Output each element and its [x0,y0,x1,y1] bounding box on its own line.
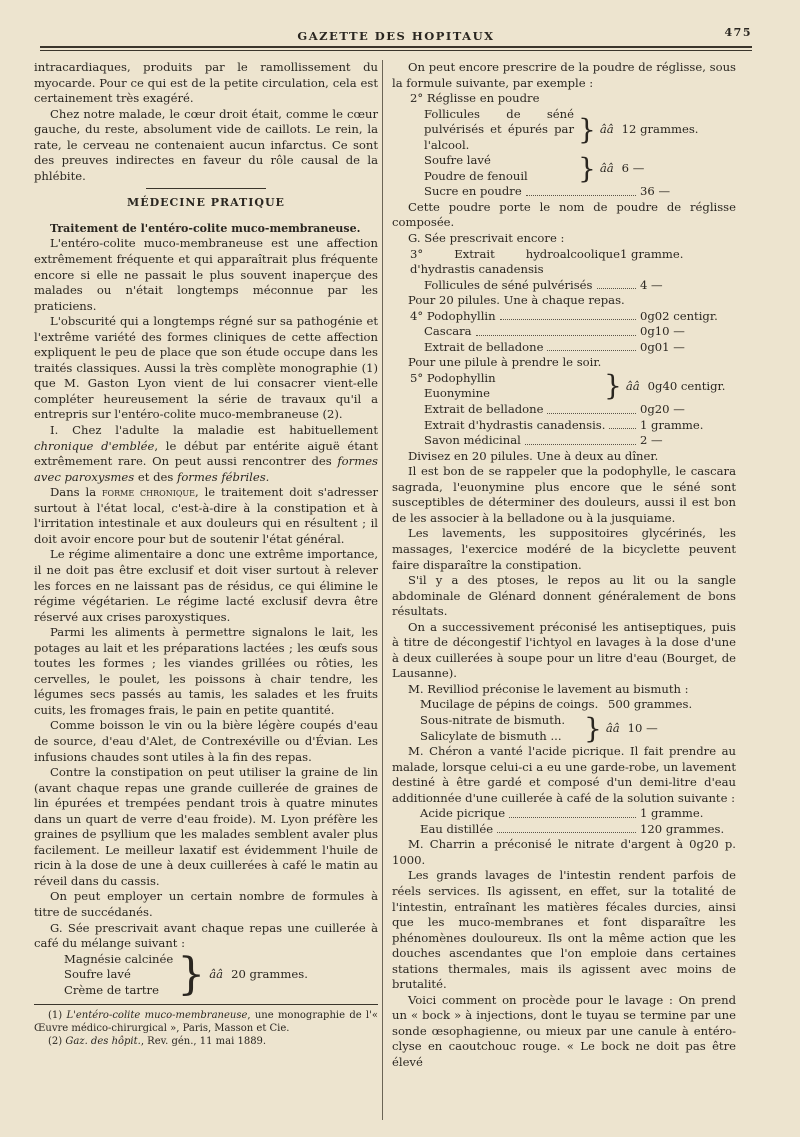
leader-dots [525,433,636,445]
paragraph: intracardiaques, produits par le ramollissement du myocarde. Pour ce qui est de la petite circulation, cela est certainement très exagéré. [34,60,378,106]
section-title: MÉDECINE PRATIQUE [127,196,285,210]
recipe-item: Mucilage de pépins de coings. [420,697,599,712]
recipe-item: Sucre en poudre [424,184,522,199]
recipe-item: Extrait de belladone [424,402,544,417]
recipe-quantity: 120 grammes. [640,821,725,836]
paragraph: Voici comment on procède pour le lavage : On prend un « bock » à injections, dont le tuyau se termine par une sonde œsophagienne, ou mieux par une canule à entéro-clyse en caoutchouc rouge. « Le bock ne doit pas être élevé [392,992,736,1069]
leader-dots [547,402,636,414]
column-divider [382,60,383,1120]
brace: } [584,711,602,745]
header-rule-thin [40,50,752,51]
recipe-item: 2° Réglisse en poudre [410,91,540,106]
ana-mark: ââ [599,122,614,137]
paragraph: Chez notre malade, le cœur droit était, comme le cœur gauche, du reste, absolument vide de caillots. Le rein, la rate, le cerveau ne contenaient aucun infarctus. Ce sont des preuves indirectes en faveur du rôle causal de la phlébite. [34,106,378,183]
recipe-item: Crème de tartre [64,982,159,997]
leader-dots [476,324,636,336]
paragraph: Les lavements, les suppositoires glycérinés, les massages, l'exercice modéré de la bicyclette peuvent faire disparaître la constipation. [392,526,736,572]
paragraph: Comme boisson le vin ou la bière légère coupés d'eau de source, d'eau d'Alet, de Contrexéville ou d'Évian. Les infusions chaudes sont utiles à la fin des repas. [34,718,378,764]
right-column [392,60,736,1071]
recipe-quantity: 500 grammes. [608,697,693,712]
paragraph: Contre la constipation on peut utiliser la graine de lin (avant chaque repas une grande cuillerée de graines de lin épurées et trempées pendant trois à quatre minutes dans un quart de verre d'eau froide). M. Lyon préfère les graines de psyllium que les malades semblent avaler plus facilement. Le meilleur laxatif est évidemment l'huile de ricin à la dose de une à deux cuillerées à café le matin au réveil dans du cassis. [34,765,378,888]
left-column [34,60,378,1048]
text: , le début par entérite aiguë étant extrêmement rare. On peut aussi rencontrer des [34,438,378,469]
recipe-item: Extrait de belladone [424,339,544,354]
leader-dots [547,340,636,352]
paragraph: On peut encore prescrire de la poudre de réglisse, sous la formule suivante, par exemple : [392,60,736,90]
recipe-item: Follicules de séné pulvérisés [424,277,593,292]
recipe-line [424,340,736,356]
ana-mark: ââ [605,720,620,735]
recipe-quantity: 0g01 — [640,339,685,354]
brace: } [578,151,596,185]
leader-dots [597,278,637,290]
paragraph: On peut employer un certain nombre de formules à titre de succédanés. [34,889,378,919]
recipe-quantity: 0g10 — [640,324,685,339]
recipe-group [410,371,736,402]
text: (2) [48,1036,63,1048]
paragraph: Le régime alimentaire a donc une extrême importance, il ne doit pas être exclusif et doit viser surtout à relever les forces en ne laissant pas de résidus, ce qui élimine le régime végétarien. Le régime lacté exclusif devra être réservé aux crises paroxystiques. [34,547,378,624]
recipe-quantity: 36 — [640,184,671,199]
recipe-item: Soufre lavé [64,967,131,982]
recipe-item: Savon médicinal [424,433,521,448]
text: , Rev. gén., 11 mai 1889. [140,1036,267,1048]
recipe-block [420,806,736,837]
ana-mark: ââ [209,967,224,982]
recipe-quantity: 2 — [640,433,663,448]
paragraph: M. Chéron a vanté l'acide picrique. Il fait prendre au malade, lorsque celui-ci a eu une garde-robe, un lavement destiné à être gardé et composé d'un demi-litre d'eau additionnée d'une cuillerée à café de la solution suivante : [392,744,736,805]
recipe-item: Poudre de fenouil [424,168,528,183]
recipe-line [410,309,736,325]
recipe-group [424,153,736,184]
paragraph: Pour 20 pilules. Une à chaque repas. [408,293,625,308]
recipe-item: Soufre lavé [424,153,491,168]
ana-mark: ââ [599,161,614,176]
paragraph: M. Charrin a préconisé le nitrate d'argent à 0g20 p. 1000. [392,837,736,867]
leader-dots [497,822,636,834]
text: et des [137,469,174,484]
paragraph: Parmi les aliments à permettre signalons le lait, les potages au lait et les préparations lactées ; les œufs sous toutes les formes ; les viandes grillées ou rôties, les cervelles, le poulet, les poissons à chair tendre, les légumes secs passés au tamis, les salades et les fruits cuits, les fromages frais, le pain en petite quantité. [34,625,378,717]
paragraph: L'obscurité qui a longtemps régné sur sa pathogénie et l'extrême variété des formes cliniques de cette affection expliquent le peu de place que son étude occupe dans les traités classiques. Aussi la très complète monographie (1) que M. Gaston Lyon vient de lui consacrer vient-elle compléter heureusement la série de travaux qu'il a entrepris sur l'entéro-colite muco-membraneuse (2). [34,314,378,422]
recipe-line [424,278,736,294]
recipe-line [420,806,736,822]
recipe-quantity: 1 gramme. [640,806,704,821]
paragraph: M. Revilliod préconise le lavement au bismuth : [408,681,689,696]
recipe-quantity: 1 gramme. [620,246,684,261]
recipe-line [424,402,736,418]
article-title: Traitement de l'entéro-colite muco-membraneuse. [50,221,361,235]
paragraph [34,485,378,547]
recipe-line [410,247,736,278]
recipe-item: Eau distillée [420,821,494,836]
recipe-line [424,433,736,449]
recipe-item: Magnésie calcinée [64,951,174,966]
recipe-block [420,697,736,744]
leader-dots [509,806,636,818]
text: Dans la [50,485,97,500]
section-separator [146,188,266,189]
paragraph: Il est bon de se rappeler que la podophylle, le cascara sagrada, l'euonymine plus encore que le séné sont susceptibles de déterminer des douleurs, aussi il est bon de les associer à la belladone ou à la jusquiame. [392,464,736,525]
text: (1) [48,1010,63,1022]
text-italic: formes avec paroxysmes [34,454,379,484]
paragraph: Divisez en 20 pilules. Une à deux au dîner. [408,448,659,463]
leader-dots [500,309,636,321]
recipe-item: Cascara [424,324,472,339]
recipe-line [420,697,736,713]
recipe-block [410,309,736,356]
recipe-item: Extrait d'hydrastis canadensis. [424,417,606,432]
text-italic: L'entéro-colite muco-membraneuse [66,1010,248,1022]
recipe-block [64,948,378,1000]
recipe-item: Sous-nitrate de bismuth. [420,712,566,727]
page-number: 475 [724,26,752,39]
recipe-quantity: 12 grammes. [621,122,699,137]
footnote [34,1009,378,1035]
paragraph: L'entéro-colite muco-membraneuse est une affection extrêmement fréquente et qui apparaîtrait plus fréquente encore si elle ne passait le plus souvent inaperçue des malades ou n'était longtemps méconnue par les praticiens. [34,236,378,313]
text: , le traitement doit s'adresser surtout à l'état local, c'est-à-dire à la constipation et à l'irritation intestinale et aux douleurs qui en résultent ; il doit avoir encore pour but de soutenir l'état général. [34,485,379,546]
recipe-quantity: 0g02 centigr. [640,308,718,323]
paragraph: Les grands lavages de l'intestin rendent parfois de réels services. Ils agissent, en effet, sur la totalité de l'intestin, entraînant les matières fécales durcies, ainsi que les muco-membranes et font disparaître les phénomènes douloureux. Ils ont la même action que les douches ascendantes que l'on emploie dans certaines stations thermales, mais ils agissent avec moins de brutalité. [392,868,736,992]
text-smallcaps: forme chronique [102,485,196,500]
leader-dots [526,184,636,196]
recipe-quantity: 6 — [621,161,645,176]
recipe-quantity: 0g40 centigr. [647,378,726,393]
paragraph: Cette poudre porte le nom de poudre de réglisse composée. [392,199,736,230]
brace: } [177,948,206,1000]
text-italic: formes fébriles. [177,469,270,484]
brace: } [604,369,622,403]
paragraph: G. Sée prescrivait encore : [408,231,565,246]
ana-mark: ââ [625,378,640,393]
footnotes [34,1004,378,1048]
recipe-line [420,822,736,838]
recipe-item: 3° Extrait hydroalcoolique d'hydrastis canadensis [410,246,620,277]
journal-title: GAZETTE DES HOPITAUX [297,29,495,43]
header-rule [40,46,752,48]
footnote [34,1035,378,1048]
recipe-block [410,247,736,294]
recipe-item: 4° Podophyllin [410,308,496,323]
recipe-item: Follicules de séné pulvérisés et épurés par l'alcool. [424,106,574,152]
text-italic: Gaz. des hôpit. [65,1036,141,1048]
paragraph: G. Sée prescrivait avant chaque repas une cuillerée à café du mélange suivant : [34,920,378,951]
recipe-item: Salicylate de bismuth ... [420,728,562,743]
text-italic: chronique d'emblée [34,438,155,453]
paragraph [34,423,378,485]
recipe-quantity: 4 — [640,277,663,292]
recipe-line [424,184,736,200]
recipe-item: Euonymine [424,386,490,401]
recipe-quantity: 1 gramme. [640,417,704,432]
recipe-block [410,371,736,449]
recipe-line [424,324,736,340]
recipe-group [424,107,736,154]
page-header [40,26,752,46]
recipe-item: Acide picrique [420,806,506,821]
recipe-block [410,91,736,200]
recipe-line [424,418,736,434]
paragraph: S'il y a des ptoses, le repos au lit ou la sangle abdominale de Glénard donnent généralement de bons résultats. [392,573,736,619]
recipe-quantity: 0g20 — [640,402,685,417]
brace: } [578,112,596,146]
text: I. Chez l'adulte la maladie est habituellement [50,423,378,438]
recipe-item: 5° Podophyllin [410,370,496,385]
recipe-quantity: 20 grammes. [231,967,308,982]
recipe-group [420,713,736,744]
recipe-quantity: 10 — [627,720,658,735]
paragraph: On a successivement préconisé les antiseptiques, puis à titre de décongestif l'ichtyol en lavages à la dose d'une à deux cuillerées à soupe pour un litre d'eau (Bourget, de Lausanne). [392,619,736,681]
paragraph: Pour une pilule à prendre le soir. [408,355,602,370]
leader-dots [609,418,636,430]
text: , une monographie de l'« Œuvre médico-chirurgical », Paris, Masson et Cie. [34,1010,378,1035]
